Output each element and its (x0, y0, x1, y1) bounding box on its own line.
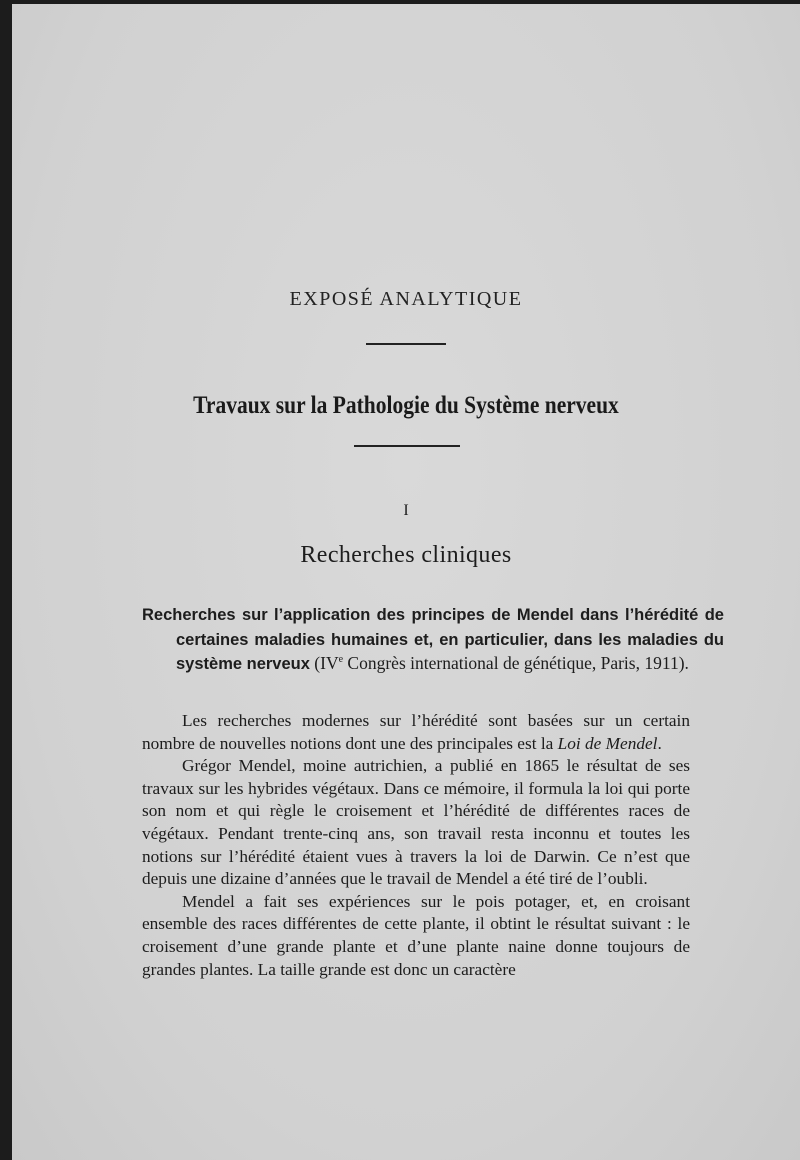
paragraph-1-italic: Loi de Mendel (557, 733, 658, 753)
article-heading (142, 603, 724, 677)
paragraph-1 (142, 710, 690, 755)
header-rule (366, 343, 446, 345)
article-citation-sup: e (338, 654, 344, 666)
title-rule (354, 445, 460, 447)
paragraph-1-text: Les recherches modernes sur l’hérédité sont basées sur un certain nombre de nouvelles notions dont une des principales est la (142, 711, 690, 753)
body-text (142, 710, 690, 981)
article-title: Recherches sur l’application des principes de Mendel dans l’hérédité de certaines maladies humaines et, en particulier, dans les maladies du système nerveux (142, 606, 724, 673)
section-number: I (403, 502, 409, 519)
page-header-title: EXPOSÉ ANALYTIQUE (289, 288, 523, 310)
article-citation-rest: Congrès international de génétique, Paris, 1911). (343, 653, 689, 673)
section-title: Recherches cliniques (300, 542, 512, 568)
main-title: Travaux sur la Pathologie du Système nerveux (193, 392, 619, 419)
paragraph-3: Mendel a fait ses expériences sur le pois potager, et, en croisant ensemble des races différentes de cette plante, il obtint le résultat suivant : le croisement d’une grande plante et d’une plante naine donne toujours de grandes plantes. La taille grande est donc un caractère (142, 891, 690, 979)
document-page (12, 4, 800, 1160)
article-citation-open: (IV (309, 653, 339, 673)
paragraph-1-end: . (657, 733, 662, 753)
paragraph-2: Grégor Mendel, moine autrichien, a publié en 1865 le résultat de ses travaux sur les hybrides végétaux. Dans ce mémoire, il formula la loi qui porte son nom et qui règle le croisement et l’hérédité de différentes races de végétaux. Pendant trente-cinq ans, son travail resta inconnu et toutes les notions sur l’hérédité étaient vues à travers la loi de Darwin. Ce n’est que depuis une dizaine d’années que le travail de Mendel a été tiré de l’oubli. (142, 756, 690, 889)
